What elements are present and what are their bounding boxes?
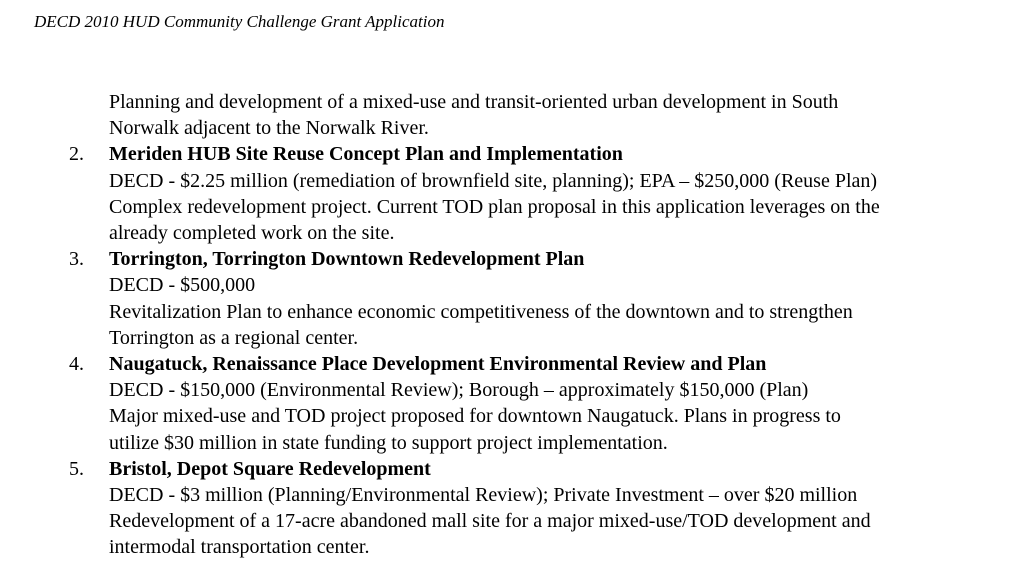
list-item-number: 5. (69, 457, 84, 480)
list-item-title (69, 141, 1015, 167)
list-item-title-text: Meriden HUB Site Reuse Concept Plan and Implementation (109, 143, 623, 166)
list-item-line: utilize $30 million in state funding to support project implementation. (109, 431, 668, 454)
list-item-line: Major mixed-use and TOD project proposed for downtown Naugatuck. Plans in progress to (109, 405, 841, 428)
list-item-line: intermodal transportation center. (109, 536, 370, 559)
document-header: DECD 2010 HUD Community Challenge Grant Application (34, 12, 445, 31)
list-item-line: Torrington as a regional center. (109, 326, 359, 349)
document-body (0, 89, 1015, 561)
list-item-line: DECD - $2.25 million (remediation of brownfield site, planning); EPA – $250,000 (Reuse Plan) (109, 169, 878, 192)
list-item-title-text: Naugatuck, Renaissance Place Development Environmental Review and Plan (109, 353, 767, 376)
list-item-line: DECD - $500,000 (109, 274, 256, 297)
list-item-title-text: Torrington, Torrington Downtown Redevelopment Plan (109, 248, 585, 271)
list-item-line: DECD - $3 million (Planning/Environmental Review); Private Investment – over $20 million (109, 484, 858, 507)
list-item-line: Revitalization Plan to enhance economic competitiveness of the downtown and to strengthen (109, 300, 853, 323)
intro-line: Planning and development of a mixed-use and transit-oriented urban development in South (109, 91, 839, 113)
list-item-title (69, 351, 1015, 377)
list-item-line: already completed work on the site. (109, 222, 395, 245)
list-item-line: DECD - $150,000 (Environmental Review); Borough – approximately $150,000 (Plan) (109, 379, 809, 402)
list-item-number: 3. (69, 248, 84, 271)
list-item-title-text: Bristol, Depot Square Redevelopment (109, 457, 431, 480)
list-item-title (69, 246, 1015, 272)
list-item-title (69, 456, 1015, 482)
intro-line: Norwalk adjacent to the Norwalk River. (109, 117, 429, 140)
list-item-line: Complex redevelopment project. Current TOD plan proposal in this application leverages on the (109, 195, 880, 218)
list-item-number: 4. (69, 353, 84, 376)
list-item-line: Redevelopment of a 17-acre abandoned mall site for a major mixed-use/TOD development and (109, 510, 871, 533)
list-item-number: 2. (69, 143, 84, 166)
